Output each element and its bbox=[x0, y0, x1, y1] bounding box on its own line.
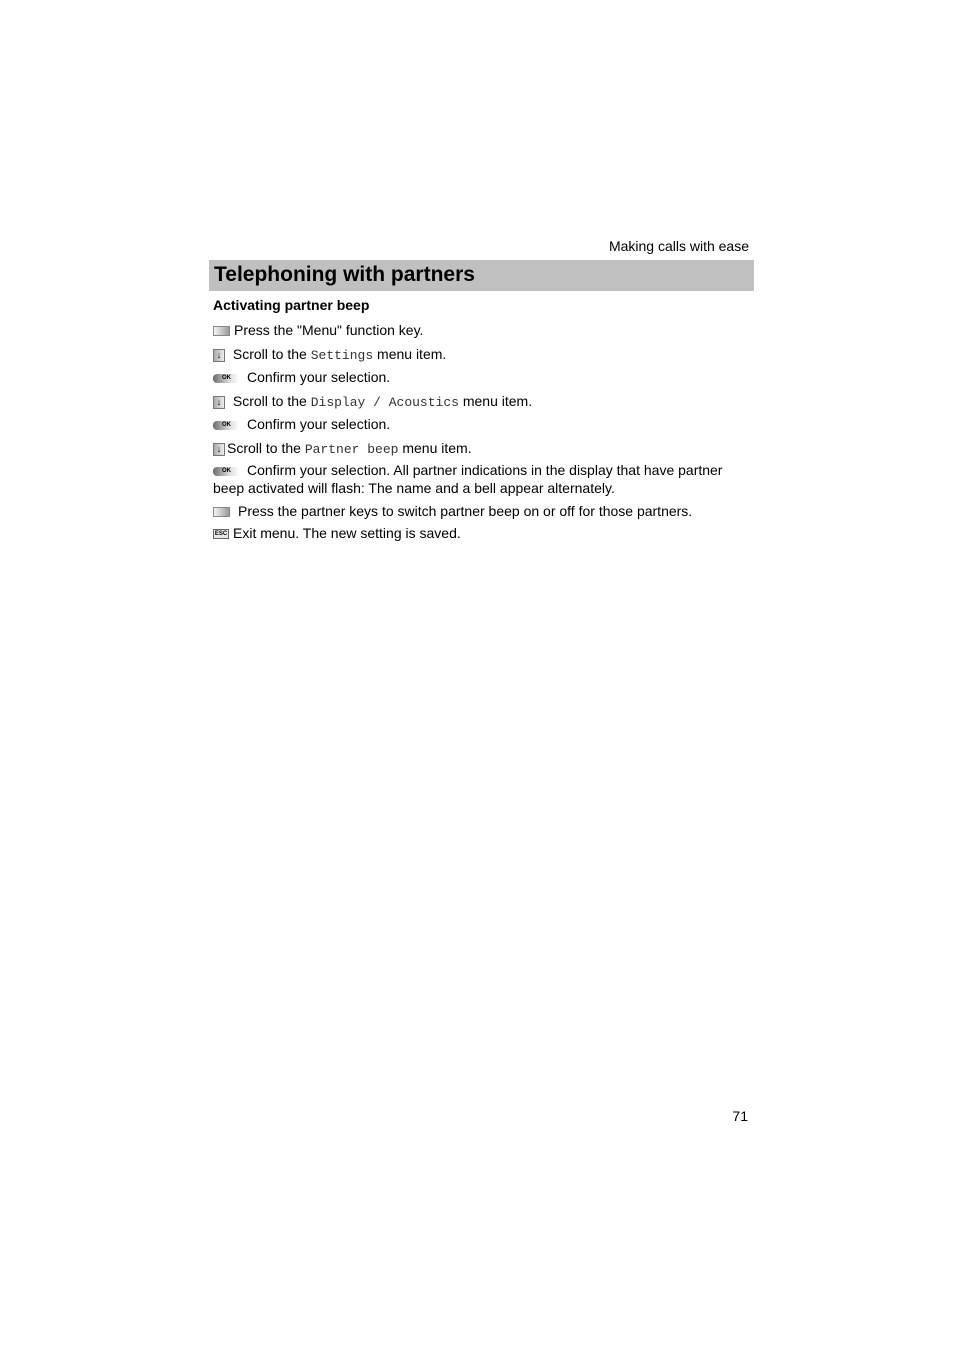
page-number: 71 bbox=[732, 1108, 748, 1124]
step-text: Press the "Menu" function key. bbox=[234, 322, 424, 338]
step-text: Exit menu. The new setting is saved. bbox=[233, 525, 461, 541]
scroll-down-icon: ↓ bbox=[213, 443, 225, 456]
menu-item-code: Display / Acoustics bbox=[310, 395, 459, 410]
step-text: Scroll to the bbox=[232, 393, 311, 409]
step-8 bbox=[213, 502, 743, 520]
running-header: Making calls with ease bbox=[608, 238, 749, 254]
section-subheading: Activating partner beep bbox=[213, 297, 370, 313]
step-7 bbox=[213, 461, 743, 497]
step-4 bbox=[213, 392, 743, 412]
title-bar bbox=[209, 260, 754, 291]
step-2 bbox=[213, 345, 743, 365]
ok-key-icon: OK bbox=[213, 374, 239, 383]
step-text: Confirm your selection. bbox=[247, 369, 391, 385]
softkey-icon bbox=[213, 326, 230, 336]
step-1 bbox=[213, 321, 743, 339]
step-6 bbox=[213, 439, 743, 459]
step-text: Scroll to the bbox=[227, 440, 305, 456]
step-text-end: menu item. bbox=[458, 393, 533, 409]
step-5 bbox=[213, 415, 743, 433]
menu-item-code: Settings bbox=[310, 348, 374, 363]
step-9 bbox=[213, 524, 743, 542]
step-text: Confirm your selection. bbox=[247, 416, 391, 432]
scroll-down-icon: ↓ bbox=[213, 396, 225, 409]
softkey-icon bbox=[213, 507, 230, 517]
esc-key-icon: ESC bbox=[214, 531, 228, 538]
menu-item-code: Partner beep bbox=[304, 442, 399, 457]
step-text: Press the partner keys to switch partner beep on or off for those partners. bbox=[238, 503, 693, 519]
step-text: Confirm your selection. All partner indications in the display that have partner beep activated will flash: The name and a bell appear alternately. bbox=[213, 462, 723, 496]
step-text-end: menu item. bbox=[398, 440, 472, 456]
page-title: Telephoning with partners bbox=[214, 263, 475, 286]
step-3 bbox=[213, 368, 743, 386]
step-text-end: menu item. bbox=[373, 346, 447, 362]
ok-key-icon: OK bbox=[213, 467, 239, 476]
step-text: Scroll to the bbox=[232, 346, 311, 362]
ok-key-icon: OK bbox=[213, 421, 239, 430]
scroll-down-icon: ↓ bbox=[213, 349, 225, 362]
